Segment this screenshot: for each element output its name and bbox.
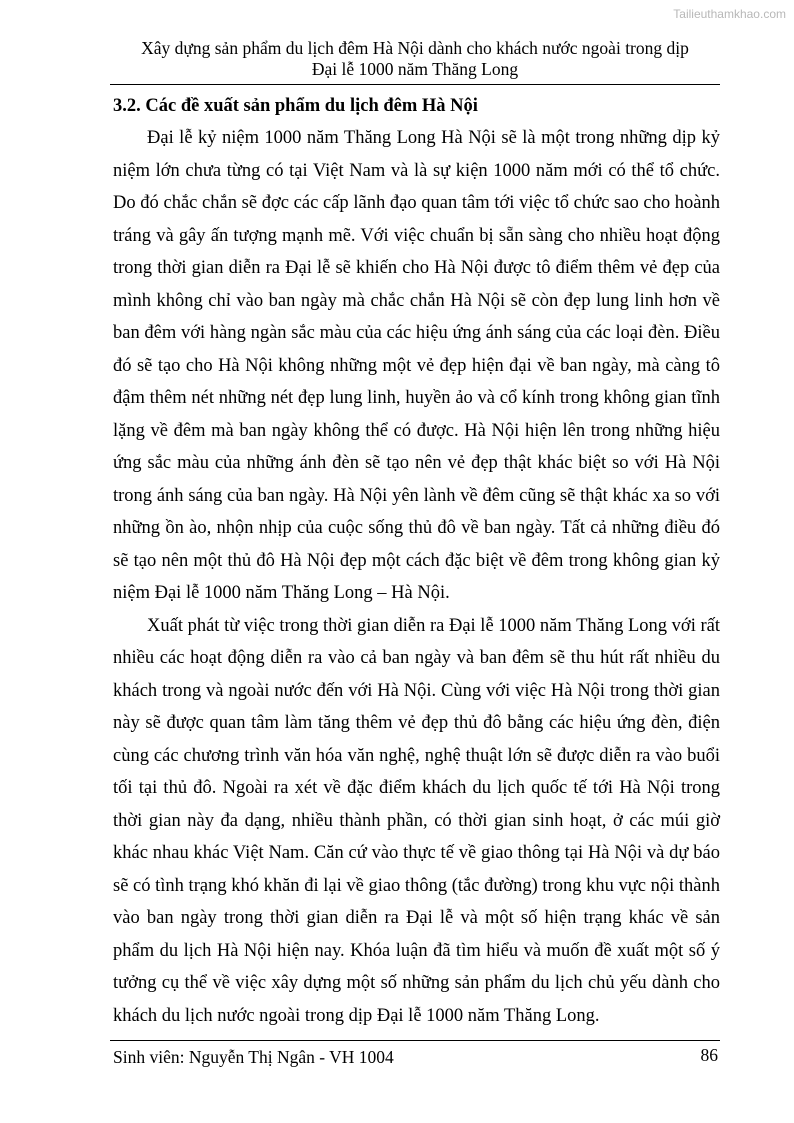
header-divider (110, 84, 720, 85)
footer-student: Sinh viên: Nguyễn Thị Ngân - VH 1004 (113, 1047, 394, 1067)
footer-divider (110, 1040, 720, 1041)
paragraph-1: Đại lễ kỷ niệm 1000 năm Thăng Long Hà Nội sẽ là một trong những dịp kỷ niệm lớn chưa từng có tại Việt Nam và là sự kiện 1000 năm mới có thể tổ chức. Do đó chắc chắn sẽ đợc các cấp lãnh đạo quan tâm tới việc tổ chức sao cho hoành tráng và gây ấn tượng mạnh mẽ. Với việc chuẩn bị sẵn sàng cho nhiều hoạt động trong thời gian diễn ra Đại lễ sẽ khiến cho Hà Nội được tô điểm thêm vẻ đẹp của mình không chỉ vào ban ngày mà chắc chắn Hà Nội sẽ còn đẹp lung linh hơn về ban đêm với hàng ngàn sắc màu của các hiệu ứng ánh sáng của các loại đèn. Điều đó sẽ tạo cho Hà Nội không những một vẻ đẹp hiện đại về ban ngày, mà càng tô đậm thêm nét những nét đẹp lung linh, huyền ảo và cổ kính trong không gian tĩnh lặng về đêm mà ban ngày không thể có được. Hà Nội hiện lên trong những hiệu ứng sắc màu của những ánh đèn sẽ tạo nên vẻ đẹp thật khác biệt so với Hà Nội trong ánh sáng của ban ngày. Hà Nội yên lành về đêm cũng sẽ thật khác xa so với những ồn ào, nhộn nhịp của cuộc sống thủ đô về ban ngày. Tất cả những điều đó sẽ tạo nên một thủ đô Hà Nội đẹp một cách đặc biệt về đêm trong không gian kỷ niệm Đại lễ 1000 năm Thăng Long – Hà Nội. (113, 128, 720, 603)
watermark: Tailieuthamkhao.com (673, 7, 786, 21)
page-number: 86 (700, 1045, 718, 1065)
page-header (110, 38, 720, 80)
section-title: 3.2. Các đề xuất sản phẩm du lịch đêm Hà Nội (113, 96, 478, 116)
page-body (113, 90, 720, 1032)
paragraph-2: Xuất phát từ việc trong thời gian diễn ra Đại lễ 1000 năm Thăng Long với rất nhiều các hoạt động diễn ra vào cả ban ngày và ban đêm sẽ thu hút rất nhiều du khách trong và ngoài nước đến với Hà Nội. Cùng với việc Hà Nội trong thời gian này sẽ được quan tâm làm tăng thêm vẻ đẹp thủ đô bằng các hiệu ứng đèn, điện cùng các chương trình văn hóa văn nghệ, nghệ thuật lớn sẽ được diễn ra vào buổi tối tại thủ đô. Ngoài ra xét về đặc điểm khách du lịch quốc tế tới Hà Nội trong thời gian này đa dạng, nhiều thành phần, có thời gian sinh hoạt, ở các múi giờ khác nhau khác Việt Nam. Căn cứ vào thực tế về giao thông tại Hà Nội và dự báo sẽ có tình trạng khó khăn đi lại về giao thông (tắc đường) trong khu vực nội thành vào ban ngày trong thời gian diễn ra Đại lễ và một số hiện trạng khác về sản phẩm du lịch Hà Nội hiện nay. Khóa luận đã tìm hiểu và muốn đề xuất một số ý tưởng cụ thể về việc xây dựng một số những sản phẩm du lịch chủ yếu dành cho khách du lịch nước ngoài trong dịp Đại lễ 1000 năm Thăng Long. (113, 615, 720, 1026)
header-line-2: Đại lễ 1000 năm Thăng Long (311, 59, 519, 79)
header-line-1: Xây dựng sản phẩm du lịch đêm Hà Nội dành cho khách nước ngoài trong dịp (141, 38, 689, 58)
